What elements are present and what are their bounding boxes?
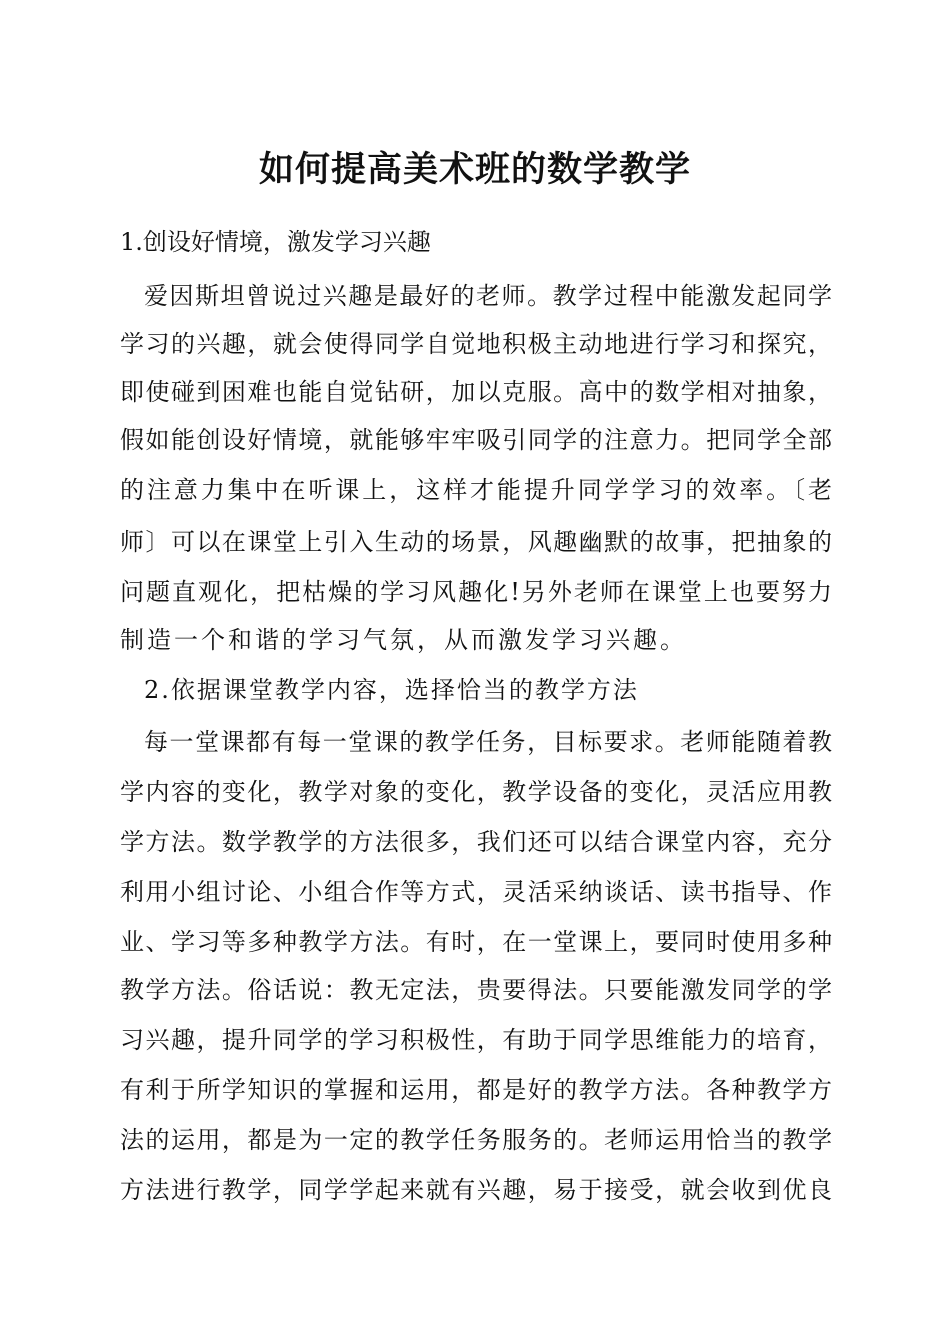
paragraph-line: 假如能创设好情境，就能够牢牢吸引同学的注意力。把同学全部 <box>120 426 832 454</box>
section-heading-2: 2.依据课堂教学内容，选择恰当的教学方法 <box>144 676 639 704</box>
paragraph-line: 问题直观化，把枯燥的学习风趣化!另外老师在课堂上也要努力 <box>120 578 832 606</box>
paragraph-line: 教学方法。俗话说：教无定法，贵要得法。只要能激发同学的学 <box>120 976 832 1004</box>
paragraph-line: 业、学习等多种教学方法。有时，在一堂课上，要同时使用多种 <box>120 928 832 956</box>
paragraph-line: 学方法。数学教学的方法很多，我们还可以结合课堂内容，充分 <box>120 828 832 856</box>
document-title: 如何提高美术班的数学教学 <box>258 149 691 190</box>
paragraph-line: 师〕可以在课堂上引入生动的场景，风趣幽默的故事，把抽象的 <box>120 528 832 556</box>
paragraph-line: 学习的兴趣，就会使得同学自觉地积极主动地进行学习和探究， <box>120 330 832 358</box>
paragraph-line: 的注意力集中在听课上，这样才能提升同学学习的效率。〔老 <box>120 476 832 504</box>
paragraph-line: 爱因斯坦曾说过兴趣是最好的老师。教学过程中能激发起同学 <box>144 282 832 310</box>
paragraph-line: 习兴趣，提升同学的学习积极性，有助于同学思维能力的培育， <box>120 1026 832 1054</box>
paragraph-line: 法的运用，都是为一定的教学任务服务的。老师运用恰当的教学 <box>120 1126 832 1154</box>
paragraph-line: 每一堂课都有每一堂课的教学任务，目标要求。老师能随着教 <box>144 728 832 756</box>
paragraph-line: 方法进行教学，同学学起来就有兴趣，易于接受，就会收到优良 <box>120 1176 832 1204</box>
paragraph-line: 利用小组讨论、小组合作等方式，灵活采纳谈话、读书指导、作 <box>120 878 832 906</box>
paragraph-line: 即使碰到困难也能自觉钻研，加以克服。高中的数学相对抽象， <box>120 378 832 406</box>
paragraph-line: 制造一个和谐的学习气氛，从而激发学习兴趣。 <box>120 626 687 654</box>
section-heading-1: 1.创设好情境，激发学习兴趣 <box>120 228 431 256</box>
paragraph-line: 学内容的变化，教学对象的变化，教学设备的变化，灵活应用教 <box>120 778 832 806</box>
paragraph-line: 有利于所学知识的掌握和运用，都是好的教学方法。各种教学方 <box>120 1076 832 1104</box>
